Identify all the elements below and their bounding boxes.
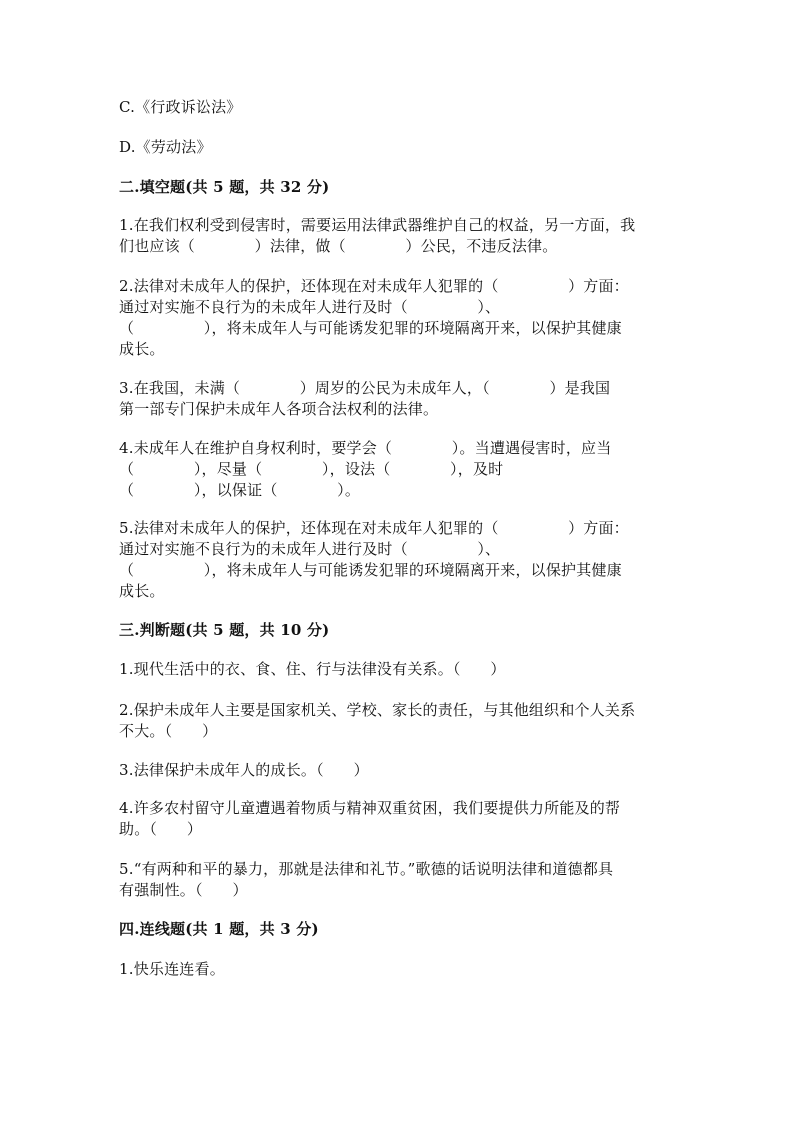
fill-q3-line1: 3.在我国，未满（ ）周岁的公民为未成年人，（ ）是我国 [119,379,611,397]
fill-q2-line2: 通过对实施不良行为的未成年人进行及时（ ）、 [119,298,501,316]
tf-q4-line2: 助。（ ） [119,820,203,838]
fill-q5-line1: 5.法律对未成年人的保护，还体现在对未成年人犯罪的（ ）方面： [119,519,629,537]
tf-q5-line2: 有强制性。（ ） [119,881,248,899]
fill-q5-line2: 通过对实施不良行为的未成年人进行及时（ ）、 [119,540,501,558]
section-heading-matching: 四.连线题(共 1 题，共 3 分) [119,920,319,938]
tf-q3-line1: 3.法律保护未成年人的成长。（ ） [119,761,369,779]
fill-q2-line1: 2.法律对未成年人的保护，还体现在对未成年人犯罪的（ ）方面： [119,277,629,295]
fill-q4-line2: （ ），尽量（ ），设法（ ），及时 [119,460,504,478]
fill-q4-line1: 4.未成年人在维护自身权利时，要学会（ ）。当遭遇侵害时，应当 [119,439,612,457]
match-q1-line1: 1.快乐连连看。 [119,960,225,978]
option-d: D.《劳动法》 [119,138,212,156]
tf-q2-line1: 2.保护未成年人主要是国家机关、学校、家长的责任，与其他组织和个人关系 [119,701,636,719]
fill-q2-line4: 成长。 [119,340,165,358]
fill-q1-line2: 们也应该（ ）法律，做（ ）公民，不违反法律。 [119,237,558,255]
fill-q1-line1: 1.在我们权利受到侵害时，需要运用法律武器维护自己的权益，另一方面，我 [119,216,636,234]
fill-q5-line4: 成长。 [119,582,165,600]
tf-q4-line1: 4.许多农村留守儿童遭遇着物质与精神双重贫困，我们要提供力所能及的帮 [119,799,621,817]
section-heading-true-false: 三.判断题(共 5 题，共 10 分) [119,621,330,639]
tf-q5-line1: 5.“有两种和平的暴力，那就是法律和礼节。”歌德的话说明法律和道德都具 [119,860,614,878]
fill-q3-line2: 第一部专门保护未成年人各项合法权利的法律。 [119,400,439,418]
tf-q1-line1: 1.现代生活中的衣、食、住、行与法律没有关系。（ ） [119,660,506,678]
fill-q2-line3: （ ），将未成年人与可能诱发犯罪的环境隔离开来，以保护其健康 [119,319,622,337]
tf-q2-line2: 不大。（ ） [119,722,218,740]
fill-q5-line3: （ ），将未成年人与可能诱发犯罪的环境隔离开来，以保护其健康 [119,561,622,579]
fill-q4-line3: （ ），以保证（ ）。 [119,481,361,499]
section-heading-fill-in: 二.填空题(共 5 题，共 32 分) [119,178,330,196]
option-c: C.《行政诉讼法》 [119,98,242,116]
